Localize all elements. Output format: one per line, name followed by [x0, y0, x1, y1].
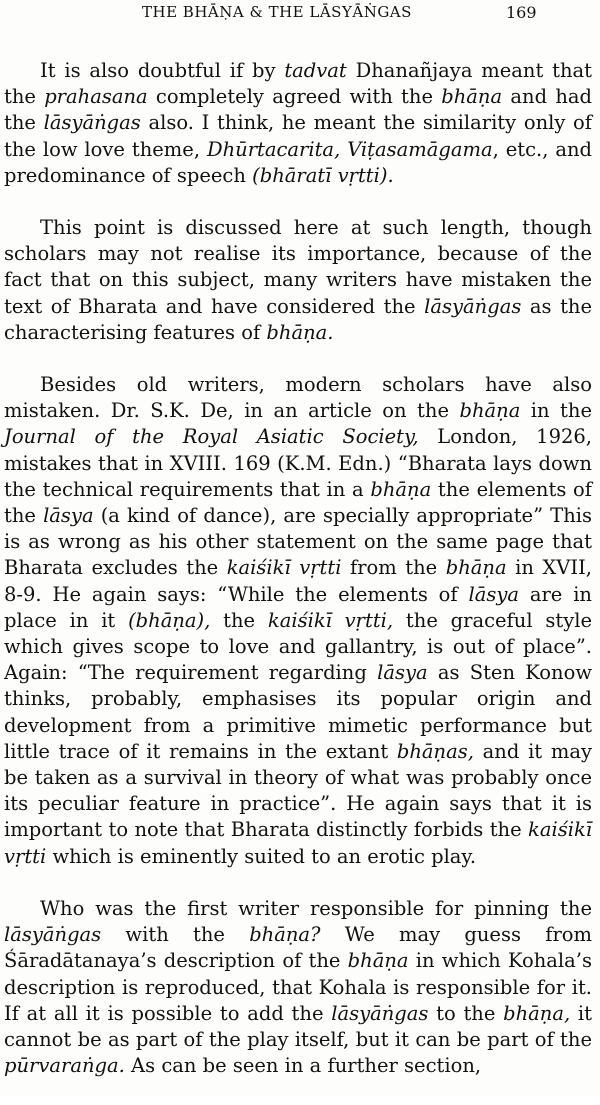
text-run: , etc., and predominance of speech [4, 137, 592, 187]
text-run: (a kind of dance), are specially appropriate” This is as wrong as his other statement on the same page that Bharata excludes the [4, 504, 592, 580]
text-run: also. I think, he meant the similarity only of the low love theme, [4, 111, 592, 161]
italic-term: kaiśikī vṛtti [4, 818, 592, 868]
italic-term: prahasana [44, 85, 148, 109]
text-run: as Sten Konow thinks, probably, emphasises its popular origin and development from a primitive mimetic performance but little trace of it remains in the extant [4, 661, 593, 763]
text-run: Besides old writers, modern scholars have also mistaken. Dr. S.K. De, in an article on the [4, 373, 592, 423]
body-text [4, 58, 592, 1105]
text-run: This point is discussed here at such length, though scholars may not realise its importance, because of the fact that on this subject, many writers have mistaken the text of Bharata and have considered the [4, 216, 592, 318]
italic-term: bhāṇas, [396, 739, 474, 763]
italic-term: Viṭasamāgama [347, 137, 493, 161]
italic-term: pūrvaraṅga. [4, 1054, 125, 1078]
paragraph [4, 896, 592, 1079]
italic-term: bhāṇa [445, 556, 507, 580]
italic-term: lāsyāṅgas [4, 923, 102, 947]
text-run: with the [101, 923, 250, 947]
text-run: completely agreed with the [147, 85, 442, 109]
text-run: it cannot be as part of the play itself, but it can be part of the [4, 1001, 593, 1051]
paragraph [4, 58, 592, 189]
text-run: Who was the first writer responsible for pinning the [40, 896, 592, 920]
text-run: to the [428, 1001, 504, 1025]
italic-term: bhāṇa [370, 477, 432, 501]
text-run: the graceful style which gives scope to love and gallantry, is out of place”. Again: “The requirement regarding [4, 608, 592, 685]
italic-term: lāsyāṅgas [331, 1001, 429, 1025]
text-run: in the [520, 399, 592, 423]
text-run: the elements of the [4, 477, 592, 528]
italic-term: (bhāṇa), [128, 608, 211, 632]
text-run: London, 1926, mistakes that in XVIII. 169 (K.M. Edn.) “Bharata lays down the technical requirements that in a [4, 425, 593, 501]
text-run: and had the [4, 85, 592, 135]
text-run: in which Kohala’s description is reproduced, that Kohala is responsible for it. If at all it is possible to add the [4, 949, 592, 1025]
italic-term: lāsyāṅgas [424, 294, 522, 318]
italic-term: lāsya [377, 661, 428, 685]
running-head: THE BHĀṆA & THE LĀSYĀṄGAS [142, 3, 412, 21]
italic-term: Journal of the Royal Asiatic Society, [4, 425, 419, 449]
text-run: as the characterising features of [4, 294, 593, 344]
italic-term: kaiśikī vṛtti [226, 556, 342, 580]
italic-term: bhāṇa? [249, 923, 321, 947]
italic-term: tadvat [284, 59, 347, 82]
paragraph [4, 372, 592, 870]
italic-term: bhāṇa [441, 85, 503, 109]
italic-term: lāsya [43, 504, 94, 528]
text-run: which is eminently suited to an erotic play. [46, 844, 477, 868]
text-run: from the [341, 556, 446, 580]
text-run: As can be seen in a further section, [124, 1054, 482, 1078]
italic-term: Dhūrtacarita, [206, 137, 341, 161]
italic-term: bhāṇa [459, 399, 521, 423]
italic-term: (bhāratī vṛtti). [252, 163, 394, 187]
text-run: in XVII, 8-9. He again says: “While the elements of [4, 556, 592, 606]
paragraph [4, 215, 592, 346]
text-run: It is also doubtful if by [40, 59, 285, 82]
text-run: the [210, 608, 268, 632]
page-number: 169 [506, 3, 537, 22]
text-run: We may guess from Śāradātanaya’s description of the [4, 923, 592, 973]
italic-term: lāsya [468, 582, 519, 606]
italic-term: bhāṇa. [266, 320, 334, 344]
italic-term: bhāṇa [347, 949, 409, 973]
page-header [0, 3, 600, 27]
text-run: Dhanañjaya meant that the [4, 59, 592, 109]
italic-term: lāsyāṅgas [43, 111, 141, 135]
italic-term: bhāṇa, [503, 1001, 571, 1025]
text-run: are in place in it [4, 582, 592, 632]
text-run: and it may be taken as a survival in theory of what was probably once its peculiar feature in practice”. He again says that it is important to note that Bharata distinctly forbids the [4, 739, 592, 842]
italic-term: kaiśikī vṛtti, [267, 608, 394, 632]
